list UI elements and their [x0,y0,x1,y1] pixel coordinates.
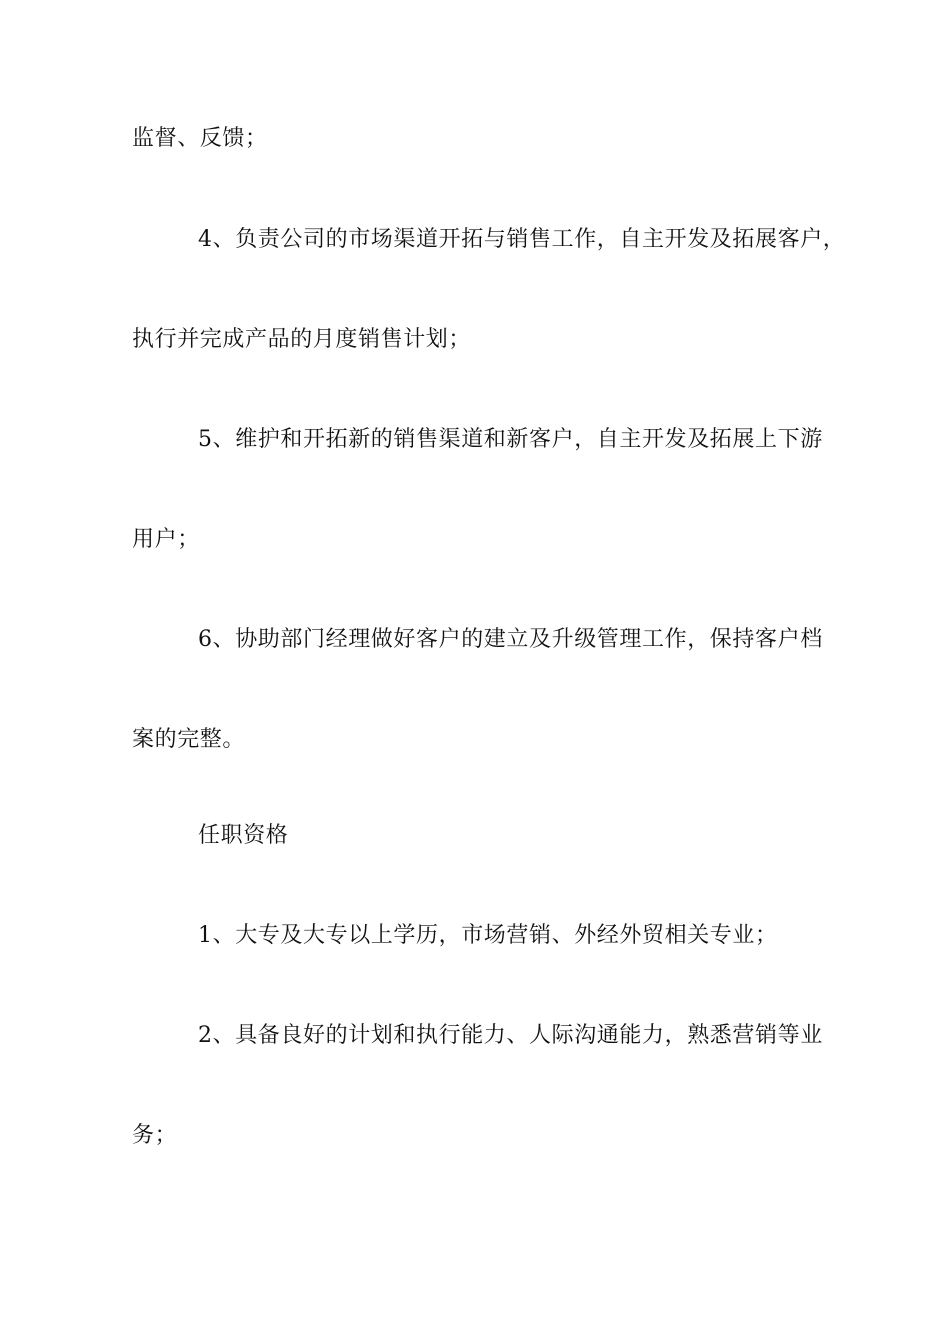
text-line-continuation: 用户； [132,527,200,552]
section-heading-qualifications: 任职资格 [198,823,289,848]
text-line-continuation: 案的完整。 [132,727,246,752]
qualification-item-1: 1、大专及大专以上学历，市场营销、外经外贸相关专业； [198,923,778,948]
text-line-continuation: 监督、反馈； [132,126,268,151]
duty-item-6: 6、协助部门经理做好客户的建立及升级管理工作，保持客户档 [198,627,823,652]
duty-item-4: 4、负责公司的市场渠道开拓与销售工作，自主开发及拓展客户， [198,227,846,252]
text-line-continuation: 务； [132,1123,178,1148]
duty-item-5: 5、维护和开拓新的销售渠道和新客户，自主开发及拓展上下游 [198,427,823,452]
qualification-item-2: 2、具备良好的计划和执行能力、人际沟通能力，熟悉营销等业 [198,1023,823,1048]
text-line-continuation: 执行并完成产品的月度销售计划； [132,327,472,352]
